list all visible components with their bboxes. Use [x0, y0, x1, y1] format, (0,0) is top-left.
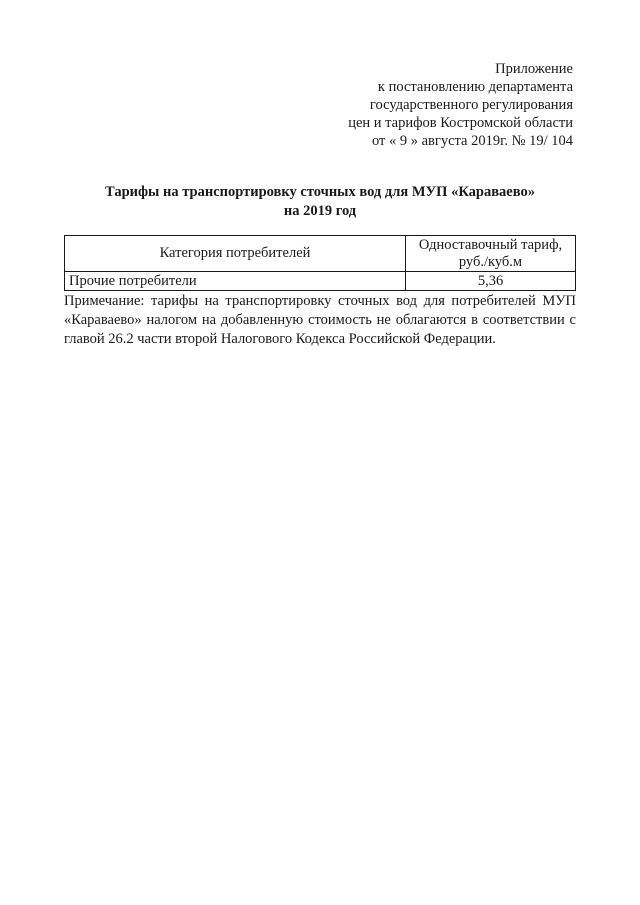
- appendix-line: Приложение: [495, 61, 573, 77]
- column-header-category: Категория потребителей: [65, 236, 406, 272]
- note-paragraph: Примечание: тарифы на транспортировку сточных вод для потребителей МУП «Караваево» налогом на добавленную стоимость не облагаются в соответствии с главой 26.2 части второй Налогового Кодекса Российской Федерации.: [64, 293, 576, 347]
- table-row: [65, 272, 576, 291]
- appendix-line: от « 9 » августа 2019г. № 19/ 104: [371, 133, 573, 149]
- cell-category: Прочие потребители: [65, 272, 406, 291]
- appendix-header: [348, 60, 573, 150]
- appendix-line: цен и тарифов Костромской области: [348, 115, 573, 131]
- cell-tariff: 5,36: [406, 272, 576, 291]
- title-line: Тарифы на транспортировку сточных вод для МУП «Караваево»: [105, 184, 535, 200]
- title-line: на 2019 год: [283, 203, 357, 219]
- appendix-line: к постановлению департамента: [377, 79, 573, 95]
- column-header-tariff: Одноставочный тариф, руб./куб.м: [406, 236, 576, 272]
- tariff-table: [64, 235, 576, 291]
- table-header-row: [65, 236, 576, 272]
- document-title: [0, 183, 640, 221]
- appendix-line: государственного регулирования: [369, 97, 573, 113]
